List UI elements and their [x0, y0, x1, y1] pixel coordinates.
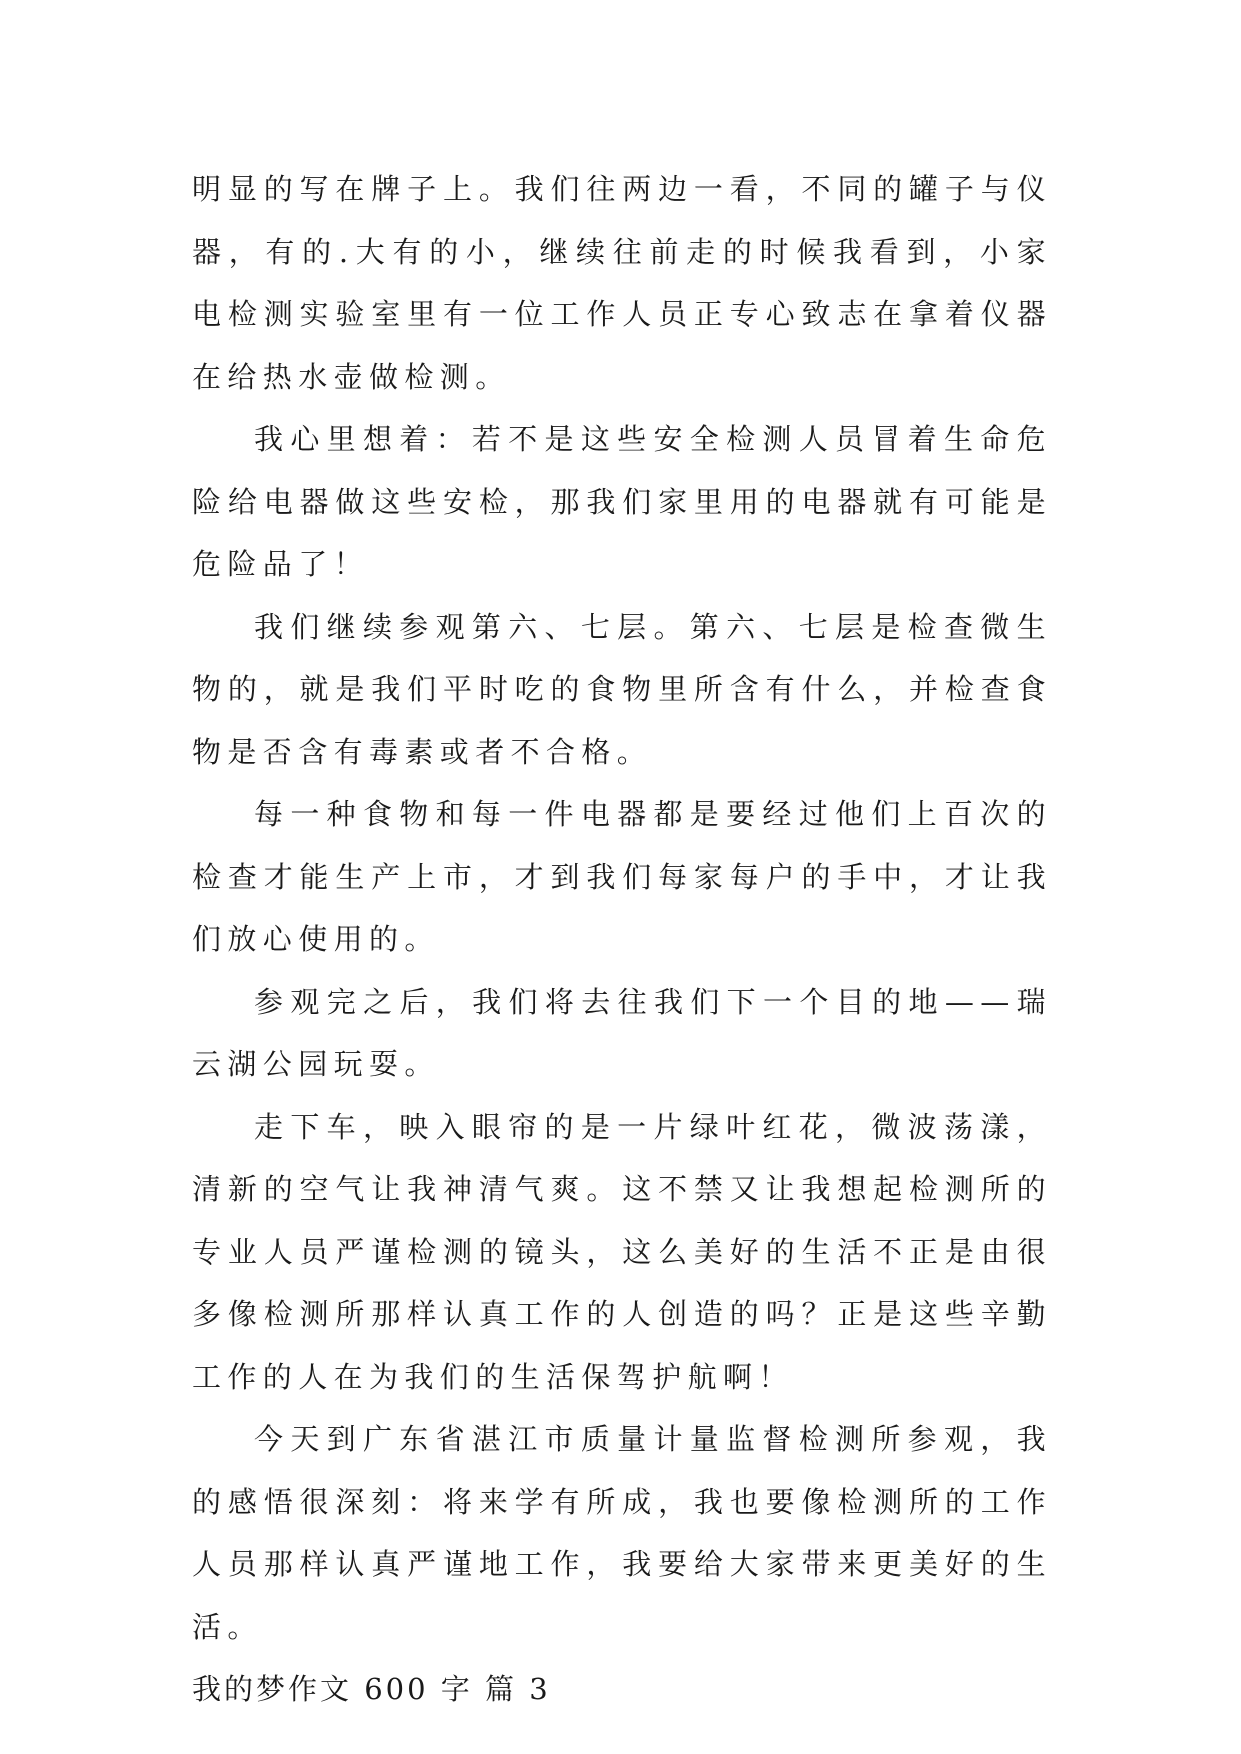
paragraph-1: 明显的写在牌子上。我们往两边一看，不同的罐子与仪器，有的.大有的小，继续往前走的时候我看到，小家电检测实验室里有一位工作人员正专心致志在拿着仪器在给热水壶做检测。 — [192, 172, 1052, 394]
paragraph-4: 每一种食物和每一件电器都是要经过他们上百次的检查才能生产上市，才到我们每家每户的手中，才让我们放心使用的。 — [192, 797, 1052, 956]
document-body — [192, 158, 1052, 1721]
paragraph-6: 走下车，映入眼帘的是一片绿叶红花，微波荡漾，清新的空气让我神清气爽。这不禁又让我想起检测所的专业人员严谨检测的镜头，这么美好的生活不正是由很多像检测所那样认真工作的人创造的吗？正是这些辛勤工作的人在为我们的生活保驾护航啊！ — [192, 1109, 1052, 1394]
paragraph-3: 我们继续参观第六、七层。第六、七层是检查微生物的，就是我们平时吃的食物里所含有什么，并检查食物是否含有毒素或者不合格。 — [192, 609, 1052, 769]
section-heading: 我的梦作文 600 字 篇 3 — [192, 1672, 551, 1706]
paragraph-7: 今天到广东省湛江市质量计量监督检测所参观，我的感悟很深刻：将来学有所成，我也要像检测所的工作人员那样认真严谨地工作，我要给大家带来更美好的生活。 — [192, 1422, 1052, 1644]
paragraph-5: 参观完之后，我们将去往我们下一个目的地——瑞云湖公园玩耍。 — [192, 984, 1052, 1081]
paragraph-2: 我心里想着：若不是这些安全检测人员冒着生命危险给电器做这些安检，那我们家里用的电器就有可能是危险品了！ — [192, 422, 1052, 581]
